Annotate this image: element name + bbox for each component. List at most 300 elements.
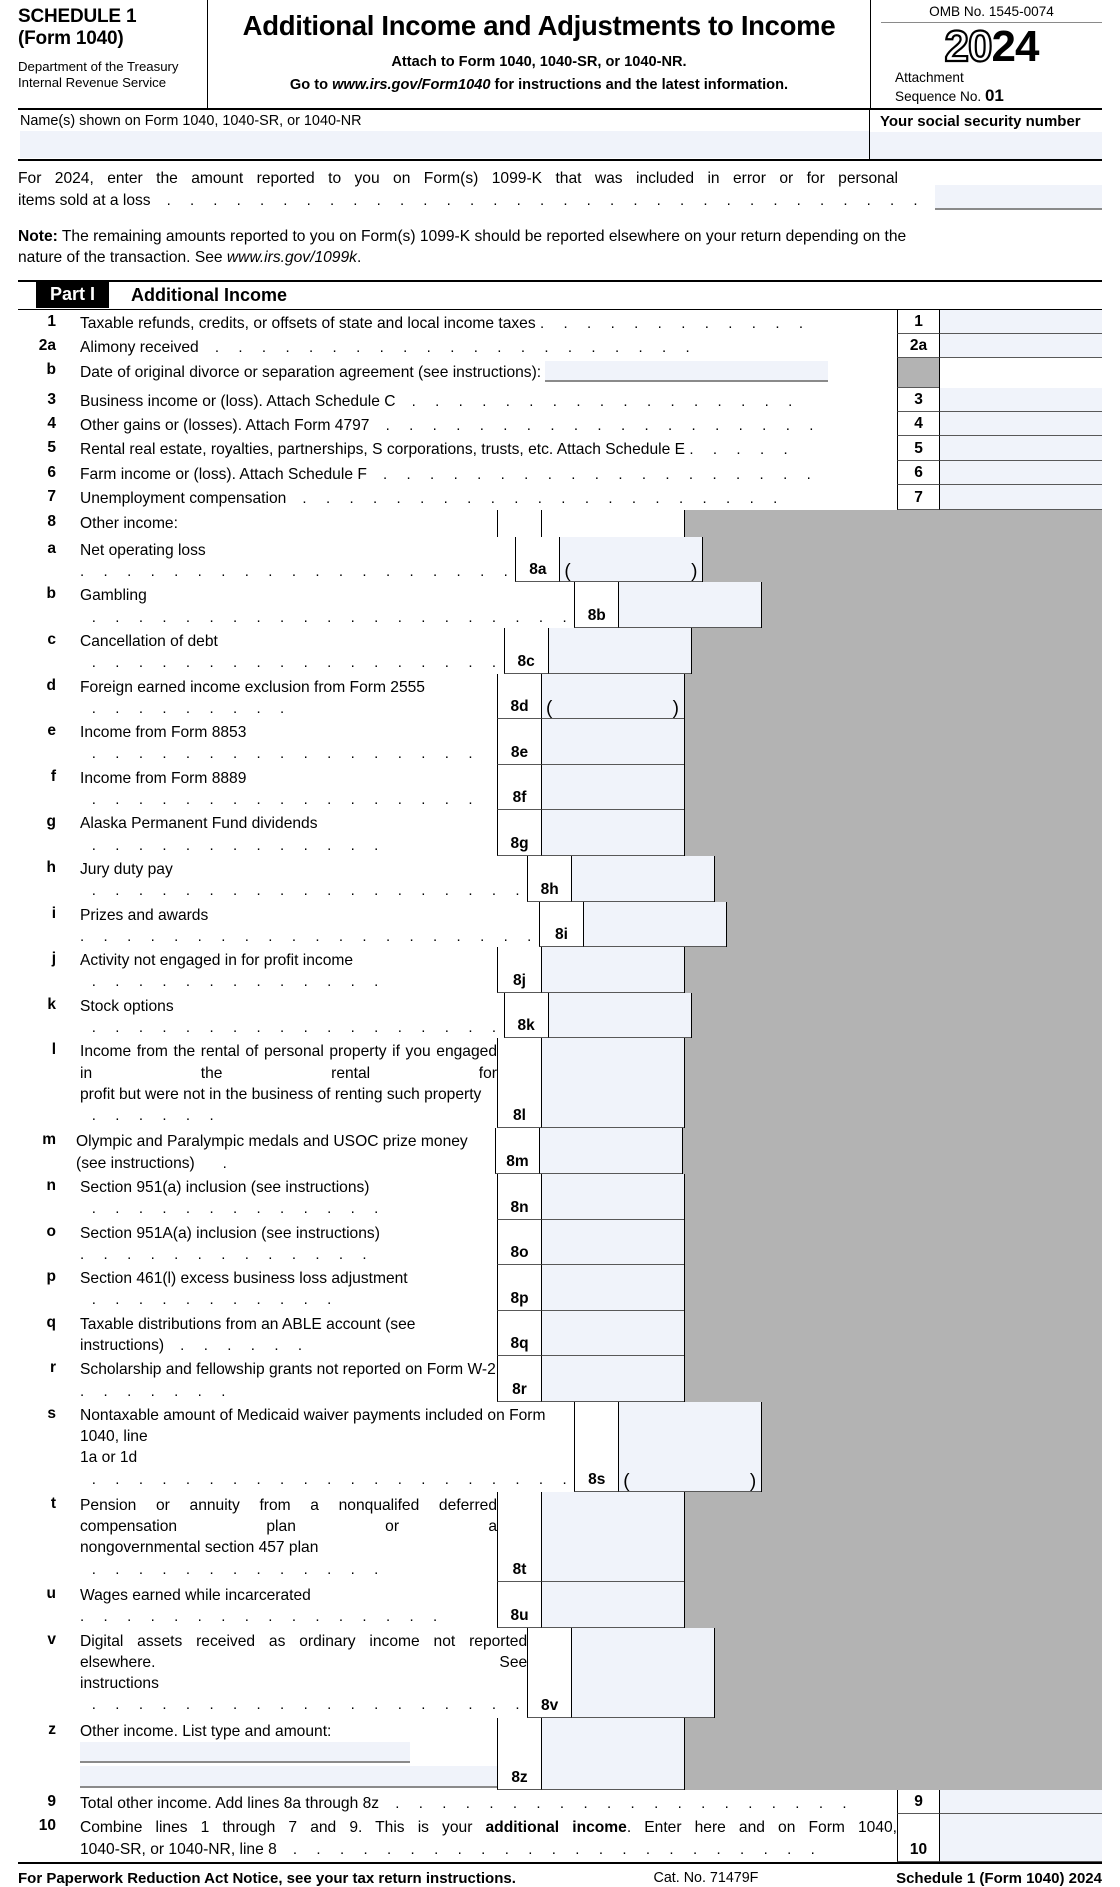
line-text: Prizes and awards (80, 906, 209, 924)
paren-open: ( (546, 698, 553, 720)
line-description (66, 674, 497, 720)
table-row (18, 1582, 1102, 1628)
department-block (18, 59, 199, 91)
table-row (18, 674, 1102, 720)
line-text: Taxable distributions from an ABLE account (see instructions) (80, 1315, 416, 1354)
line-text: Other gains or (losses). Attach Form 4797 (80, 417, 370, 435)
gray-block (684, 1582, 1102, 1628)
line-text-2: 1a or 1d (80, 1449, 138, 1467)
line-amount-input[interactable] (539, 1128, 682, 1174)
attachment-label: Attachment (895, 70, 964, 85)
sub-box-spacer (497, 510, 541, 537)
line-number: q (46, 1313, 56, 1331)
leader-dots: . . . . . . . . . . . . . . . . . . . (80, 1696, 528, 1714)
line-number: m (42, 1131, 56, 1149)
line-text: Net operating loss (80, 541, 206, 559)
line-box-number: 8q (497, 1311, 541, 1357)
line-text: Income from the rental of personal property if you engaged in the rental for (80, 1043, 497, 1082)
gray-block (684, 1718, 1102, 1790)
table-row (18, 461, 1102, 485)
line-text-2: profit but were not in the business of renting such property (80, 1085, 482, 1103)
line-number: 1 (47, 312, 56, 330)
line-text: Cancellation of debt (80, 633, 218, 651)
line-amount-input[interactable] (618, 1402, 761, 1492)
line-text: Nontaxable amount of Medicaid waiver payments included on Form 1040, line (80, 1406, 546, 1446)
table-row (18, 1174, 1102, 1220)
leader-dots: . . . . . . . . . . . . . . . . . . . . . . . . . . . . . . . . . (154, 192, 926, 210)
table-row (18, 412, 1102, 436)
gray-block (684, 1220, 1102, 1266)
line-description (66, 1174, 497, 1220)
line-number: r (49, 1359, 56, 1377)
line-amount-input[interactable] (541, 810, 684, 856)
leader-dots: . . . . . . . . . . . . . . . . . . . (80, 563, 516, 581)
form-header (18, 0, 1102, 110)
name-label: Name(s) shown on Form 1040, 1040-SR, or 1040-NR (20, 113, 362, 130)
line-description (66, 765, 497, 811)
leader-dots: . . . . . . (80, 1106, 222, 1124)
table-row (18, 1718, 1102, 1790)
goto-suffix: for instructions and the latest information. (490, 77, 789, 93)
line-number: b (46, 585, 56, 603)
line-amount-input[interactable] (541, 1220, 684, 1266)
line-amount-input[interactable] (541, 1492, 684, 1582)
line-text: Farm income or (loss). Attach Schedule F (80, 465, 367, 483)
part-1-section (18, 280, 1102, 1864)
note-label: Note: (18, 227, 58, 245)
line-amount-blank (939, 358, 1102, 387)
line-description (66, 1628, 527, 1718)
line-number: d (46, 676, 56, 694)
line-number: j (51, 950, 56, 968)
line-text: Other income: (80, 514, 178, 532)
gray-block (684, 1311, 1102, 1357)
line-amount-input[interactable] (541, 1582, 684, 1628)
schedule-name: SCHEDULE 1 (18, 6, 137, 27)
line-box-number: 8a (515, 537, 559, 583)
line-amount-input[interactable] (939, 1814, 1102, 1862)
dept-line-1: Department of the Treasury (18, 58, 179, 74)
line-box-number-gray (897, 358, 939, 387)
line-number: 5 (47, 439, 56, 457)
line-description (66, 1718, 497, 1790)
tax-year-prefix: 20 (944, 22, 992, 71)
gray-block (702, 537, 1102, 583)
line-number: z (48, 1720, 56, 1738)
line-number: 8 (47, 512, 56, 530)
table-row (18, 628, 1102, 674)
line-box-number: 8z (497, 1718, 541, 1790)
paren-open: ( (564, 561, 571, 583)
line-amount-input[interactable] (541, 1265, 684, 1311)
line-amount-input[interactable] (548, 628, 691, 674)
table-row (18, 334, 1102, 358)
schedule-form: (Form 1040) (18, 28, 124, 50)
line-description (66, 947, 497, 993)
line-number: i (51, 904, 56, 922)
line-box-number: 8f (497, 765, 541, 811)
ssn-cell (870, 110, 1102, 159)
line-text-continued (80, 1673, 527, 1716)
sub-amount-spacer (541, 510, 684, 537)
table-row (18, 1492, 1102, 1582)
line-text: Rental real estate, royalties, partnerships, S corporations, trusts, etc. Attach Schedule E (80, 441, 685, 459)
line-description (66, 461, 897, 485)
line-description (66, 412, 897, 436)
leader-dots: . . . . . . . (80, 1382, 233, 1400)
k-amount-input[interactable] (935, 185, 1102, 210)
gray-block (684, 1356, 1102, 1402)
leader-dots: . . . . . . . . . . . . . . . . . (399, 392, 800, 410)
table-row (18, 537, 1102, 583)
leader-dots: . . . . . . . . . . . . . . . . . . . . (80, 927, 539, 945)
line-box-number: 5 (897, 436, 939, 460)
line-text (80, 1817, 897, 1838)
line-text: Wages earned while incarcerated (80, 1586, 311, 1604)
line-number: k (47, 995, 56, 1013)
income-lines-table (18, 310, 1102, 1864)
line-text-continued (80, 1839, 897, 1860)
line-box-number: 8h (527, 856, 571, 902)
table-row (18, 1814, 1102, 1862)
gray-block (761, 582, 1102, 628)
part-1-badge: Part I (36, 282, 109, 308)
leader-dots: . . . . . . . . . . . . . . . . . . . (80, 882, 528, 900)
attach-instruction: Attach to Form 1040, 1040-SR, or 1040-NR. (391, 54, 687, 70)
table-row (18, 582, 1102, 628)
table-row (18, 1311, 1102, 1357)
catalog-number: Cat. No. 71479F (653, 1870, 759, 1887)
part-1-header (18, 282, 1102, 310)
line-description (66, 1492, 497, 1582)
paperwork-notice: For Paperwork Reduction Act Notice, see your tax return instructions. (18, 1869, 516, 1887)
table-row (18, 947, 1102, 993)
line-box-number: 8b (574, 582, 618, 628)
line-number: u (46, 1584, 56, 1602)
leader-dots: . . . . . . . . . . . . . . . . . . (80, 654, 504, 672)
table-row (18, 1402, 1102, 1492)
line-text: Taxable refunds, credits, or offsets of state and local income taxes (80, 314, 536, 332)
line-box-number: 8s (574, 1402, 618, 1492)
line-amount-input[interactable] (939, 485, 1102, 509)
gray-block (684, 674, 1102, 720)
leader-dots: . (199, 1154, 235, 1172)
line-box-number: 4 (897, 412, 939, 436)
line-number: f (50, 767, 56, 785)
gray-block (684, 947, 1102, 993)
gray-block (684, 1492, 1102, 1582)
line-description (66, 310, 897, 334)
line-number: 10 (38, 1817, 56, 1835)
sequence-number: 01 (984, 86, 1004, 106)
line-box-number: 8e (497, 719, 541, 765)
leader-dots: . . . . . . . . . . . . . (80, 836, 386, 854)
table-row (18, 856, 1102, 902)
name-input[interactable] (20, 131, 869, 158)
line-text-a: Combine lines 1 through 7 and 9. This is your (80, 1819, 486, 1837)
k-instruction-line-1: For 2024, enter the amount reported to you on Form(s) 1099-K that was included in error or for personal (18, 170, 898, 188)
line-box-number: 2a (897, 334, 939, 358)
leader-dots: . . . . . . . . . . . . . . . . . (80, 791, 481, 809)
line-text: Jury duty pay (80, 861, 173, 878)
line-amount-input[interactable] (939, 1790, 1102, 1814)
line-description (66, 993, 504, 1039)
line-amount-input[interactable] (541, 1174, 684, 1220)
line-description (66, 510, 497, 537)
line-box-number: 8r (497, 1356, 541, 1402)
goto-prefix: Go to (289, 77, 333, 93)
line-description (66, 1790, 897, 1814)
paren-close: ) (691, 561, 698, 583)
line-text: Digital assets received as ordinary income not reported elsewhere. See (80, 1632, 528, 1671)
line-description (66, 1220, 497, 1266)
line-number: b (46, 361, 56, 379)
schedule-title (18, 6, 199, 51)
name-cell (18, 110, 870, 159)
gray-block (684, 810, 1102, 856)
table-row (18, 388, 1102, 412)
gray-block (691, 993, 1102, 1039)
line-description (66, 628, 504, 674)
line-number: n (46, 1176, 56, 1194)
line-description (66, 1311, 497, 1357)
table-row (18, 1038, 1102, 1128)
line-amount-input[interactable] (541, 1356, 684, 1402)
table-row (18, 1265, 1102, 1311)
gray-block (761, 1402, 1102, 1492)
line-text-emphasis: additional income (485, 1819, 627, 1837)
line-description (66, 856, 527, 902)
line-box-number: 8u (497, 1582, 541, 1628)
line-amount-input[interactable] (541, 1038, 684, 1128)
line-text: Activity not engaged in for profit income (80, 952, 354, 970)
dept-line-2: Internal Revenue Service (18, 74, 167, 90)
line-amount-input[interactable] (583, 902, 726, 948)
line-box-number: 1 (897, 310, 939, 334)
line-description (66, 537, 515, 583)
leader-dots: . . . . . . . . . . . . . . . . . . . . . (203, 339, 698, 357)
table-row (18, 310, 1102, 334)
gray-block (684, 719, 1102, 765)
line-text: Pension or annuity from a nonqualifed deferred compensation plan or a (80, 1496, 497, 1536)
gray-block (684, 1265, 1102, 1311)
line-description (66, 902, 539, 948)
line-text: Income from Form 8889 (80, 769, 247, 787)
divorce-date-input[interactable] (545, 361, 828, 382)
goto-instruction (218, 77, 860, 93)
line-amount-input[interactable] (541, 765, 684, 811)
k-line2-text: items sold at a loss (18, 192, 151, 210)
line-amount-input[interactable] (939, 412, 1102, 436)
line-number: c (47, 631, 56, 649)
line-description (66, 485, 897, 509)
part-1-title: Additional Income (131, 284, 288, 305)
line-amount-input[interactable] (618, 582, 761, 628)
leader-dots: . . . . . . . . . . . . . . . . . . . . (383, 1794, 855, 1812)
gray-block (684, 765, 1102, 811)
line-text-continued (80, 1537, 497, 1580)
leader-dots: . . . . . . . . . . . . . . . . . . . . . (290, 490, 785, 508)
header-center-block (208, 0, 870, 108)
table-row (18, 510, 1102, 537)
line-number: 2a (38, 337, 56, 355)
table-row (18, 485, 1102, 509)
line-text: Total other income. Add lines 8a through 8z (80, 1794, 380, 1812)
line-box-number: 8o (497, 1220, 541, 1266)
line-number: 7 (47, 488, 56, 506)
line-amount-input[interactable] (541, 719, 684, 765)
table-row (18, 1128, 1102, 1174)
leader-dots: . . . . . (689, 441, 796, 459)
line-number: t (50, 1494, 56, 1512)
line-text: Alimony received (80, 339, 199, 357)
line-text: Date of original divorce or separation agreement (see instructions): (80, 364, 542, 382)
leader-dots: . . . . . . . . . . . . . . . . . . (80, 1018, 504, 1036)
table-row (18, 810, 1102, 856)
line-description (66, 1582, 497, 1628)
line-text: Olympic and Paralympic medals and USOC prize money (see instructions) (76, 1133, 468, 1172)
line-amount-input[interactable] (571, 856, 714, 902)
form-1099k-block (18, 161, 1102, 212)
line-number: v (47, 1630, 56, 1648)
table-row (18, 993, 1102, 1039)
line-text: Unemployment compensation (80, 490, 287, 508)
line-description (66, 388, 897, 412)
line-number: e (47, 722, 56, 740)
leader-dots: . . . . . . . . . . . . . . . . . . . (373, 417, 821, 435)
line-box-number: 7 (897, 485, 939, 509)
gray-block (714, 1628, 1102, 1718)
leader-dots: . . . . . . . . . . . (80, 1291, 339, 1309)
line-amount-input[interactable] (548, 993, 691, 1039)
table-row (18, 1220, 1102, 1266)
leader-dots: . . . . . . . . . . . . . . . . . . . . . . . (281, 1840, 823, 1858)
gray-block (684, 1174, 1102, 1220)
gray-block (726, 902, 1102, 948)
line-amount-input[interactable] (559, 537, 702, 583)
line-text: Income from Form 8853 (80, 724, 247, 742)
table-row (18, 765, 1102, 811)
line-box-number: 8m (495, 1128, 539, 1174)
line-description (66, 1402, 574, 1492)
line-number: 9 (47, 1792, 56, 1810)
line-text: Section 951A(a) inclusion (see instructions) (80, 1224, 380, 1242)
other-income-type-input[interactable] (80, 1742, 410, 1763)
line-box-number: 6 (897, 461, 939, 485)
leader-dots: . . . . . . . . . . . . . . . . . . . . . (80, 1470, 575, 1488)
leader-dots: . . . . . . . . . . . . . (80, 1200, 386, 1218)
line-amount-input[interactable] (939, 461, 1102, 485)
line-description (66, 1265, 497, 1311)
line-box-number: 8v (527, 1628, 571, 1718)
note-text-2: nature of the transaction. See (18, 248, 227, 266)
line-text: Alaska Permanent Fund dividends (80, 815, 318, 833)
line-amount-input[interactable] (939, 334, 1102, 358)
line-number: o (46, 1222, 56, 1240)
line-text: Business income or (loss). Attach Schedule C (80, 392, 396, 410)
line-text-b: . Enter here and on Form 1040, (626, 1819, 897, 1837)
paren-close: ) (672, 698, 679, 720)
line-box-number: 10 (897, 1814, 939, 1862)
irs-url-link[interactable]: www.irs.gov/Form1040 (332, 77, 491, 93)
leader-dots: . . . . . . . . . . . . . . . . . . . . . (80, 608, 575, 626)
line-description (66, 1814, 897, 1862)
line-text: Gambling (80, 587, 147, 605)
other-income-description-input[interactable] (80, 1766, 497, 1788)
gray-block (714, 856, 1102, 902)
line-text: Scholarship and fellowship grants not reported on Form W-2 (80, 1361, 496, 1379)
line-description (66, 436, 897, 460)
line-amount-input[interactable] (571, 1628, 714, 1718)
irs-1099k-url-link[interactable]: www.irs.gov/1099k (226, 248, 357, 266)
note-text-end: . (356, 248, 362, 266)
line-number: 4 (47, 415, 56, 433)
omb-number: OMB No. 1545-0074 (881, 4, 1102, 23)
leader-dots: . . . . . . . . . . . . . . . . . (80, 745, 481, 763)
note-text-1: The remaining amounts reported to you on Form(s) 1099-K should be reported elsewhere on your return depending on the (57, 227, 907, 245)
table-row (18, 1356, 1102, 1402)
leader-dots: . . . . . . (168, 1336, 310, 1354)
line-box-number: 8l (497, 1038, 541, 1128)
page-title: Additional Income and Adjustments to Income (242, 10, 836, 41)
line-amount-input[interactable] (541, 1311, 684, 1357)
line-text: Foreign earned income exclusion from Form 2555 (80, 678, 425, 696)
line-number: 6 (47, 463, 56, 481)
line-box-number: 8k (504, 993, 548, 1039)
line-number: g (46, 813, 56, 831)
line-text-continued (80, 1084, 497, 1127)
gray-block (684, 1038, 1102, 1128)
line-text-2: instructions (80, 1674, 159, 1692)
table-row (18, 719, 1102, 765)
ssn-input[interactable] (870, 132, 1102, 159)
line-amount-input[interactable] (939, 310, 1102, 334)
tax-year (881, 22, 1102, 71)
line-amount-input[interactable] (541, 947, 684, 993)
line-text: Other income. List type and amount: (80, 1722, 332, 1740)
attachment-sequence (881, 70, 1102, 106)
line-amount-input[interactable] (541, 674, 684, 720)
table-row (18, 1790, 1102, 1814)
leader-dots: . . . . . . . . . . . . . . . . . . . (371, 465, 819, 483)
paren-open: ( (623, 1470, 630, 1492)
tax-year-suffix: 24 (991, 22, 1039, 71)
line-description (66, 582, 574, 628)
name-ssn-row (18, 110, 1102, 161)
table-row (18, 436, 1102, 460)
table-row (18, 902, 1102, 948)
line-number: 3 (47, 390, 56, 408)
line-box-number: 8n (497, 1174, 541, 1220)
line-box-number: 9 (897, 1790, 939, 1814)
leader-dots: . . . . . . . . . . . . . (80, 1245, 375, 1263)
line-text: Section 461(l) excess business loss adjustment (80, 1270, 408, 1288)
line-text: Stock options (80, 997, 174, 1015)
line-number: a (47, 539, 56, 557)
form-1099k-note (18, 226, 1102, 268)
line-box-number: 8g (497, 810, 541, 856)
line-box-number: 8i (539, 902, 583, 948)
line-amount-input[interactable] (939, 436, 1102, 460)
line-box-number: 3 (897, 388, 939, 412)
gray-block (684, 510, 1102, 537)
line-amount-input[interactable] (939, 388, 1102, 412)
ssn-label: Your social security number (880, 113, 1081, 131)
other-income-label-row (80, 1721, 497, 1764)
line-amount-input[interactable] (541, 1718, 684, 1790)
leader-dots: . . . . . . . . . . . . . . . . (80, 1608, 445, 1626)
line-description (66, 358, 897, 387)
